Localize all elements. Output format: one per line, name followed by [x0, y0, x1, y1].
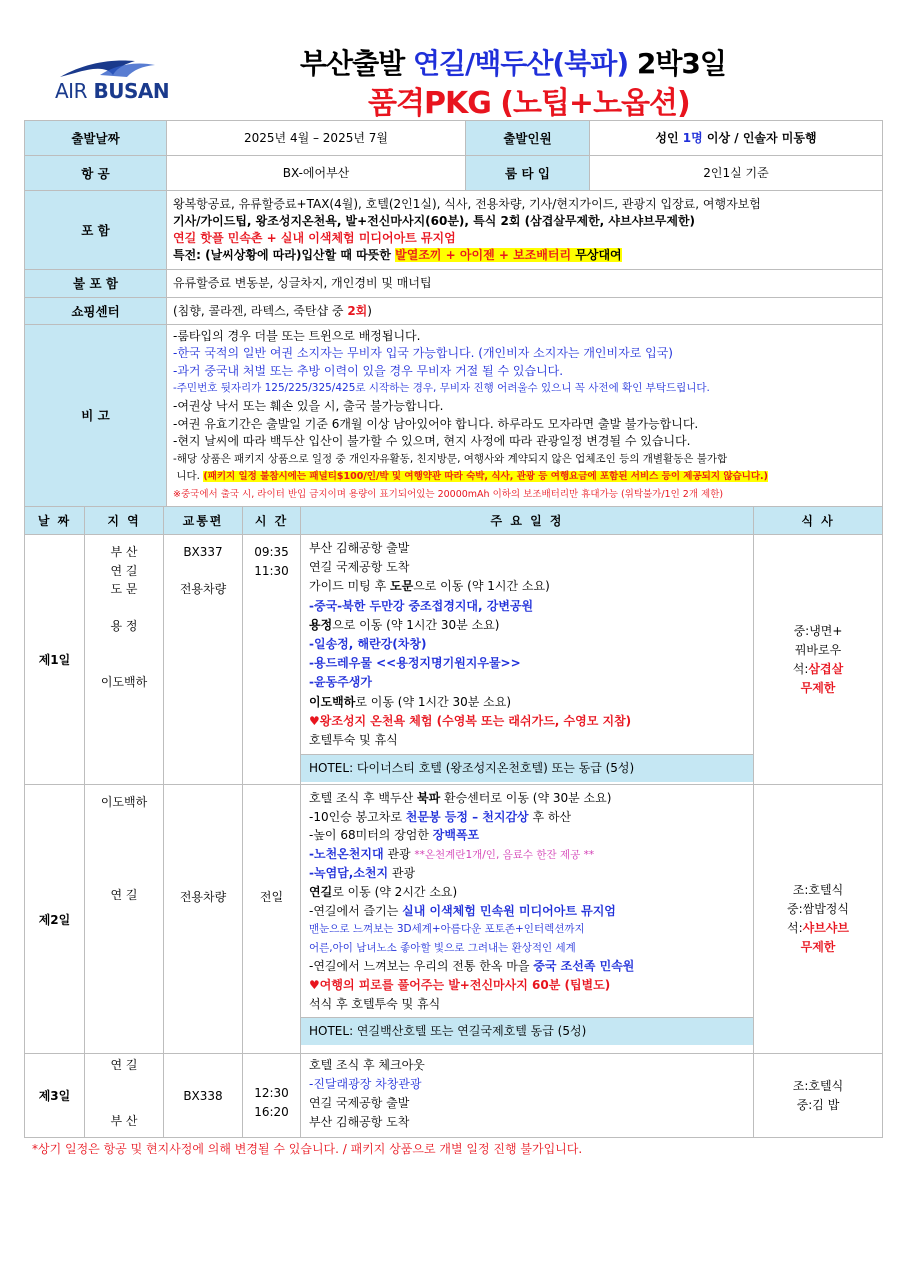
day-2-itinerary [301, 785, 754, 1054]
include-perk-free: 무상대여 [571, 248, 622, 262]
itinerary-place: 천문봉 등정 – 천지감상 [405, 809, 529, 824]
include-value [167, 191, 883, 270]
shopping-count: 2회 [347, 303, 368, 318]
day-1-regions [85, 535, 164, 785]
itinerary-text: 가이드 미팅 후 [309, 579, 390, 594]
region: 연 길 [110, 563, 138, 578]
room-value: 2인1실 기준 [590, 156, 883, 191]
itinerary-text: -연길에서 느껴보는 우리의 전통 한옥 마을 [309, 959, 534, 974]
include-line-1: 왕복항공료, 유류할증료+TAX(4월), 호텔(2인1실), 식사, 전용차량, 기사/현지가이드, 관광지 입장료, 여행자보험 [173, 197, 761, 211]
itinerary-line: ♥왕조성지 온천욕 체험 (수영복 또는 래쉬가드, 수영모 지참) [309, 713, 632, 728]
note-line-cont: 니다. [176, 470, 204, 483]
include-line-2: 기사/가이드팁, 왕조성지온천욕, 발+전신마사지(60분), 특식 2회 (삼겹살무제한, 샤브샤브무제한) [173, 214, 696, 228]
people-condition: 이상 / 인솔자 미동행 [706, 130, 817, 145]
schedule-table [24, 506, 883, 1138]
meal-special-cont: 무제한 [800, 680, 836, 695]
logo-busan: BUSAN [93, 79, 170, 103]
itinerary-text: 환승센터로 이동 (약 30분 소요) [440, 791, 612, 805]
time: 16:20 [254, 1104, 289, 1119]
meal-lunch: 중:냉면+ [793, 623, 843, 638]
include-label: 포 함 [25, 191, 167, 270]
itinerary-line: 부산 김해공항 출발 [309, 541, 410, 555]
itinerary-line [309, 789, 745, 808]
logo-air: AIR [55, 79, 87, 103]
itinerary-line [309, 693, 745, 712]
itinerary-line: 부산 김해공항 도착 [309, 1115, 410, 1129]
people-value [590, 121, 883, 156]
note-line: -룸타입의 경우 더블 또는 트윈으로 배정됩니다. [173, 328, 421, 343]
region: 도 문 [110, 582, 138, 596]
day-3-itinerary [301, 1054, 754, 1138]
air-busan-logo [55, 55, 185, 105]
itinerary-line: -중국-북한 두만강 중조접경지대, 강변공원 [309, 598, 534, 613]
itinerary-place: 연길 [309, 884, 333, 899]
itinerary-place: 용정 [309, 617, 333, 632]
title-destination: 연길/백두산(북파) [412, 47, 629, 80]
itinerary-place: -녹염담,소천지 [309, 866, 389, 881]
itinerary-place: 이도백하 [309, 694, 356, 709]
airline-value: BX-에어부산 [167, 156, 466, 191]
itinerary-line: ♥여행의 피로를 풀어주는 발+전신마사지 60분 (팁별도) [309, 977, 611, 992]
day-1-transport [164, 535, 243, 785]
day-2-regions [85, 785, 164, 1054]
itinerary-place: 도문 [390, 579, 414, 594]
itinerary-text: 관광 [388, 866, 416, 881]
day-2-hotel: HOTEL: 연길백산호텔 또는 연길국제호텔 동급 (5성) [301, 1017, 753, 1045]
shopping-value [167, 298, 883, 325]
meal-special: 샤브샤브 [802, 921, 849, 935]
itinerary-line [309, 826, 745, 845]
note-line: -한국 국적의 일반 여권 소지자는 무비자 입국 가능합니다. (개인비자 소지자는 개인비자로 입국) [173, 346, 673, 361]
itinerary-line [309, 883, 745, 902]
itinerary-line: -진달래광장 차창관광 [309, 1077, 422, 1091]
header-meal: 식 사 [754, 507, 883, 535]
itinerary-line: 호텔투숙 및 휴식 [309, 733, 398, 748]
note-line: ※중국에서 출국 시, 라이터 반입 금지이며 용량이 표기되어있는 20000mAh 이하의 보조배터리만 휴대가능 (위탁불가/1인 2개 제한) [173, 488, 724, 500]
region: 부 산 [110, 1113, 138, 1128]
day-2-times: 전일 [243, 785, 301, 1054]
day-1-times [243, 535, 301, 785]
itinerary-line [309, 616, 745, 635]
itinerary-line: 연길 국제공항 도착 [309, 560, 410, 575]
time: 12:30 [254, 1086, 289, 1100]
day-3-transport: BX338 [164, 1054, 243, 1138]
itinerary-line: 연길 국제공항 출발 [309, 1096, 410, 1110]
itinerary-bonus: **온천계란1개/인, 음료수 한잔 제공 ** [414, 848, 595, 861]
note-line: -여권상 낙서 또는 훼손 있을 시, 출국 불가능합니다. [173, 398, 444, 413]
itinerary-text: 으로 이동 (약 1시간 소요) [413, 579, 550, 594]
itinerary-line [309, 864, 745, 883]
day-2-meals [754, 785, 883, 1054]
day-3-regions [85, 1054, 164, 1138]
flight-number: BX337 [183, 545, 223, 559]
meal-breakfast: 조:호텔식 [792, 883, 844, 897]
itinerary-text: 으로 이동 (약 1시간 30분 소요) [332, 617, 500, 632]
note-line: -여권 유효기간은 출발일 기준 6개월 이상 남아있어야 합니다. 하루라도 모자라면 출발 불가능합니다. [173, 416, 699, 431]
note-line: -현지 날씨에 따라 백두산 입산이 불가할 수 있으며, 현지 사정에 따라 관광일정 변경될 수 있습니다. [173, 434, 691, 449]
meal-breakfast: 조:호텔식 [792, 1078, 844, 1093]
itinerary-line [309, 957, 745, 976]
exclude-label: 불 포 함 [25, 270, 167, 298]
meal-dinner [760, 919, 876, 938]
depart-date-value: 2025년 4월 – 2025년 7월 [167, 121, 466, 156]
include-line-3: 연길 핫플 민속촌 + 실내 이색체험 미디어아트 뮤지엄 [173, 231, 456, 245]
header-date: 날 짜 [25, 507, 85, 535]
itinerary-text: 로 이동 (약 2시간 소요) [332, 884, 458, 899]
note-value [167, 325, 883, 507]
info-table [24, 120, 883, 507]
day-1-hotel: HOTEL: 다이너스티 호텔 (왕조성지온천호텔) 또는 동급 (5성) [301, 754, 753, 782]
include-perk-text: 특전: (날씨상황에 따라)입산할 때 따뜻한 [173, 248, 396, 262]
itinerary-line [309, 902, 745, 921]
depart-date-label: 출발날짜 [25, 121, 167, 156]
region: 이도백하 [100, 674, 148, 689]
time: 09:35 [254, 545, 289, 559]
region: 부 산 [110, 545, 138, 559]
region: 연 길 [110, 887, 138, 902]
people-count: 1명 [682, 130, 703, 145]
header-transport: 교통편 [164, 507, 243, 535]
itinerary-line: -용드레우물 <<용정지명기원지우물>> [309, 656, 521, 671]
itinerary-text: -연길에서 즐기는 [309, 903, 403, 918]
header-region: 지 역 [85, 507, 164, 535]
note-line: -해당 상품은 패키지 상품으로 일정 중 개인자유활동, 친지방문, 여행사와 계약되지 않은 업체조인 등의 개별활동은 불가합 [173, 452, 728, 465]
day-1-itinerary [301, 535, 754, 785]
include-perk-items: 발열조끼 + 아이젠 + 보조배터리 [395, 248, 572, 262]
title-departure: 부산출발 [300, 47, 405, 80]
itinerary-place: 실내 이색체험 민속원 미디어아트 뮤지엄 [402, 903, 616, 918]
itinerary-text: -10인승 봉고차로 [309, 809, 406, 824]
itinerary-text: -높이 68미터의 장엄한 [309, 828, 433, 843]
day-2-transport: 전용차량 [164, 785, 243, 1054]
day-3-meals [754, 1054, 883, 1138]
day-1-meals [754, 535, 883, 785]
day-3-label: 제3일 [25, 1054, 85, 1138]
itinerary-line: 어른,아이 남녀노소 좋아할 빛으로 그려내는 환상적인 세계 [309, 941, 576, 954]
region: 연 길 [110, 1058, 138, 1072]
meal-lunch: 중:김 밥 [796, 1097, 840, 1112]
itinerary-text: 관광 [383, 846, 415, 861]
itinerary-line [309, 845, 745, 865]
meal-dinner-label: 석: [792, 661, 809, 676]
page-subtitle: 품격PKG (노팁+노옵션) [368, 86, 690, 121]
transport-mode: 전용차량 [179, 582, 227, 596]
shopping-list: (침향, 콜라겐, 라텍스, 죽탄샵 중 [173, 303, 348, 318]
region: 이도백하 [100, 795, 148, 809]
itinerary-text: 후 하산 [528, 809, 572, 824]
day-1-label: 제1일 [25, 535, 85, 785]
note-line [173, 468, 876, 486]
itinerary-text: 로 이동 (약 1시간 30분 소요) [355, 694, 512, 709]
itinerary-place: 북파 [417, 791, 441, 805]
itinerary-line: -윤동주생가 [309, 675, 372, 690]
itinerary-line: 맨눈으로 느껴보는 3D세계+아름다운 포토존+인터렉션까지 [309, 923, 585, 936]
room-label: 룸 타 입 [466, 156, 590, 191]
exclude-value: 유류할증료 변동분, 싱글차지, 개인경비 및 매너팁 [167, 270, 883, 298]
meal-dinner-label: 석: [786, 921, 803, 935]
meal-special-cont: 무제한 [800, 940, 836, 954]
itinerary-place: 중국 조선족 민속원 [533, 959, 635, 974]
note-line: -주민번호 뒷자리가 125/225/325/425로 시작하는 경우, 무비자 진행 어려울수 있으니 꼭 사전에 확인 부탁드립니다. [173, 382, 710, 395]
header-time: 시 간 [243, 507, 301, 535]
itinerary-place: -노천온천지대 [309, 846, 384, 861]
shopping-close: ) [367, 303, 372, 318]
meal-lunch-cont: 꿔바로우 [794, 642, 842, 657]
include-line-4 [173, 247, 876, 264]
meal-dinner [760, 660, 876, 679]
shopping-label: 쇼핑센터 [25, 298, 167, 325]
note-penalty: (패키지 일정 불참시에는 패널티$100/인/박 및 여행약관 따라 숙박, 식사, 관광 등 여행요금에 포함된 서비스 등이 제공되지 않습니다.) [203, 471, 768, 483]
page-title [300, 42, 726, 82]
people-adult: 성인 [655, 130, 679, 145]
region: 용 정 [110, 619, 138, 633]
itinerary-line: -일송정, 해란강(차창) [309, 637, 427, 652]
day-3-times [243, 1054, 301, 1138]
header-itinerary: 주 요 일 정 [301, 507, 754, 535]
title-duration: 2박3일 [636, 47, 726, 80]
itinerary-place: 장백폭포 [432, 828, 480, 843]
itinerary-line: 호텔 조식 후 체크아웃 [309, 1058, 425, 1072]
footer-note: *상기 일정은 항공 및 현지사정에 의해 변경될 수 있습니다. / 패키지 상품으로 개별 일정 진행 불가입니다. [32, 1142, 583, 1156]
itinerary-line [309, 577, 745, 596]
meal-lunch: 중:쌈밥정식 [786, 902, 849, 916]
itinerary-line [309, 808, 745, 827]
time: 11:30 [254, 563, 289, 578]
logo-text [55, 79, 169, 103]
itinerary-line: 석식 후 호텔투숙 및 휴식 [309, 996, 441, 1011]
day-2-label: 제2일 [25, 785, 85, 1054]
note-label: 비 고 [25, 325, 167, 507]
airline-label: 항 공 [25, 156, 167, 191]
itinerary-text: 호텔 조식 후 백두산 [309, 791, 417, 805]
meal-special: 삼겹살 [808, 661, 844, 676]
people-label: 출발인원 [466, 121, 590, 156]
note-line: -과거 중국내 처벌 또는 추방 이력이 있을 경우 무비자 거절 될 수 있습니다. [173, 363, 564, 378]
